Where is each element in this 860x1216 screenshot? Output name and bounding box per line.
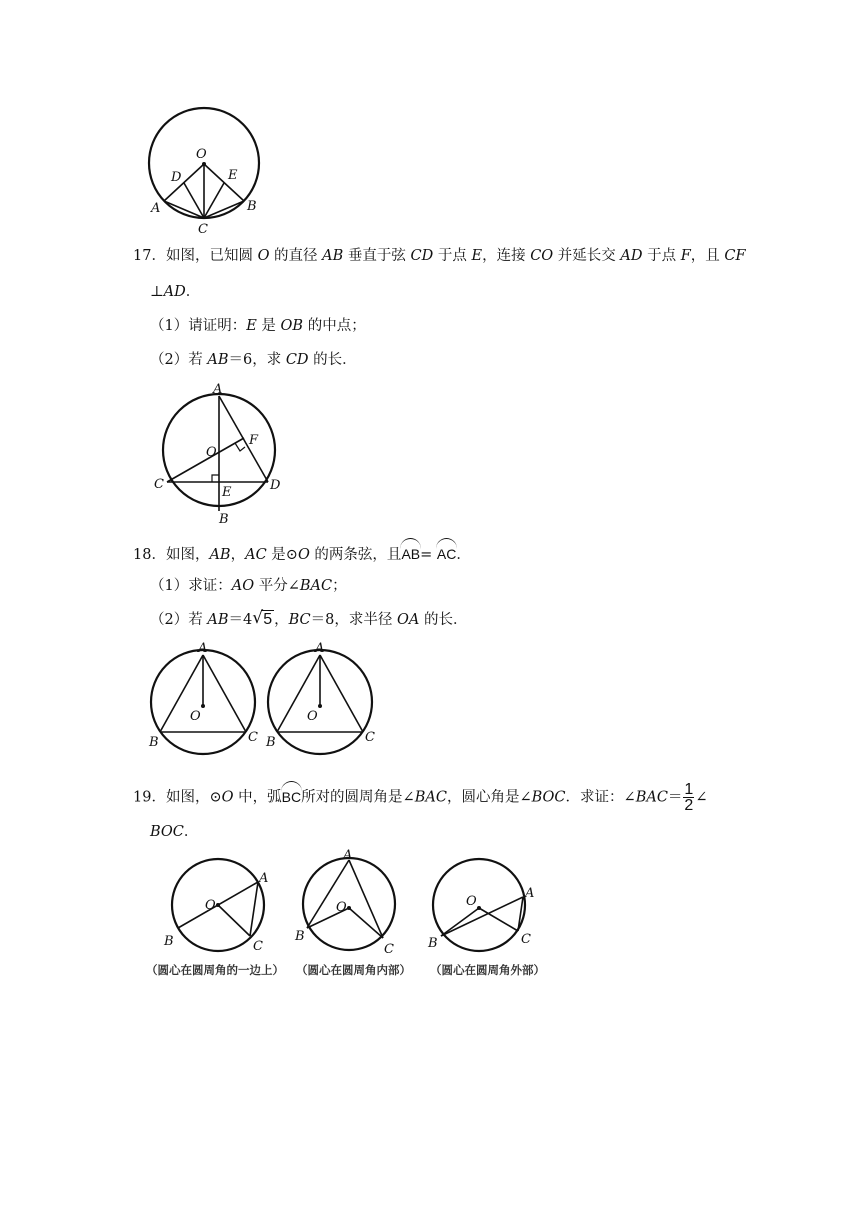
arc-BC: BC — [282, 783, 301, 807]
q17-part2: （2）若 AB＝6，求 CD 的长． — [150, 352, 357, 368]
label-O: O — [466, 894, 477, 909]
label-D: D — [270, 478, 281, 493]
caption-q19-2: （圆心在圆周角内部） — [296, 963, 411, 977]
label-B: B — [164, 934, 174, 949]
label-O: O — [190, 709, 201, 724]
label-O: O — [336, 900, 347, 915]
figure-q19-1 — [155, 855, 280, 965]
label-E: E — [228, 168, 238, 183]
figure-q19-3 — [425, 855, 555, 965]
label-C: C — [198, 222, 208, 237]
label-D: D — [171, 170, 182, 185]
fraction-one-half: $\frac{1}{2}$ — [684, 781, 694, 814]
label-C: C — [365, 730, 375, 745]
label-B: B — [247, 199, 257, 214]
arc-AC: AC — [437, 540, 456, 564]
label-B: B — [266, 735, 276, 750]
label-A: A — [315, 641, 325, 656]
label-C: C — [248, 730, 258, 745]
label-B: B — [428, 936, 438, 951]
label-O: O — [206, 445, 217, 460]
label-O: O — [307, 709, 318, 724]
label-C: C — [154, 477, 164, 492]
label-B: B — [149, 735, 159, 750]
label-A: A — [259, 871, 269, 886]
figure-q16 — [140, 118, 270, 238]
label-O: O — [196, 147, 207, 162]
label-A: A — [343, 848, 353, 863]
q17-line2: ⊥AD． — [150, 284, 201, 300]
q18-part1: （1）求证：AO 平分∠BAC； — [150, 578, 347, 594]
label-B: B — [295, 929, 305, 944]
label-B: B — [219, 512, 229, 527]
label-A: A — [213, 382, 223, 397]
label-F: F — [249, 433, 259, 448]
label-E: E — [222, 485, 232, 500]
arc-AB: AB — [401, 540, 420, 564]
q19-line2: BOC． — [150, 824, 199, 840]
caption-q19-1: （圆心在圆周角的一边上） — [146, 963, 284, 977]
q19-line1: 19．如图，⊙O 中，弧BC所对的圆周角是∠BAC，圆心角是∠BOC．求证：∠BAC＝ $\frac{1}{2}$ ∠ — [133, 781, 708, 814]
sqrt-5: √ 5 — [252, 610, 274, 630]
label-A: A — [151, 201, 161, 216]
caption-q19-3: （圆心在圆周角外部） — [430, 963, 545, 977]
q17-part1: （1）请证明：E 是 OB 的中点； — [150, 318, 366, 334]
q17-line1: 17．如图，已知圆 O 的直径 AB 垂直于弦 CD 于点 E，连接 CO 并延长交 AD 于点 F，且 CF — [133, 248, 746, 264]
label-C: C — [253, 939, 263, 954]
label-A: A — [198, 641, 208, 656]
figure-q18-right — [265, 640, 385, 755]
figure-q18-left — [145, 640, 270, 755]
label-O: O — [205, 898, 216, 913]
label-C: C — [384, 942, 394, 957]
q18-line1: 18．如图，AB，AC 是⊙O 的两条弦，且AB= AC． — [133, 540, 471, 565]
label-C: C — [521, 932, 531, 947]
label-A: A — [525, 886, 535, 901]
figure-q17 — [150, 380, 290, 528]
figure-q19-2 — [290, 845, 420, 965]
q18-part2: （2）若 AB＝4√ 5 ，BC＝8，求半径 OA 的长． — [150, 610, 467, 630]
